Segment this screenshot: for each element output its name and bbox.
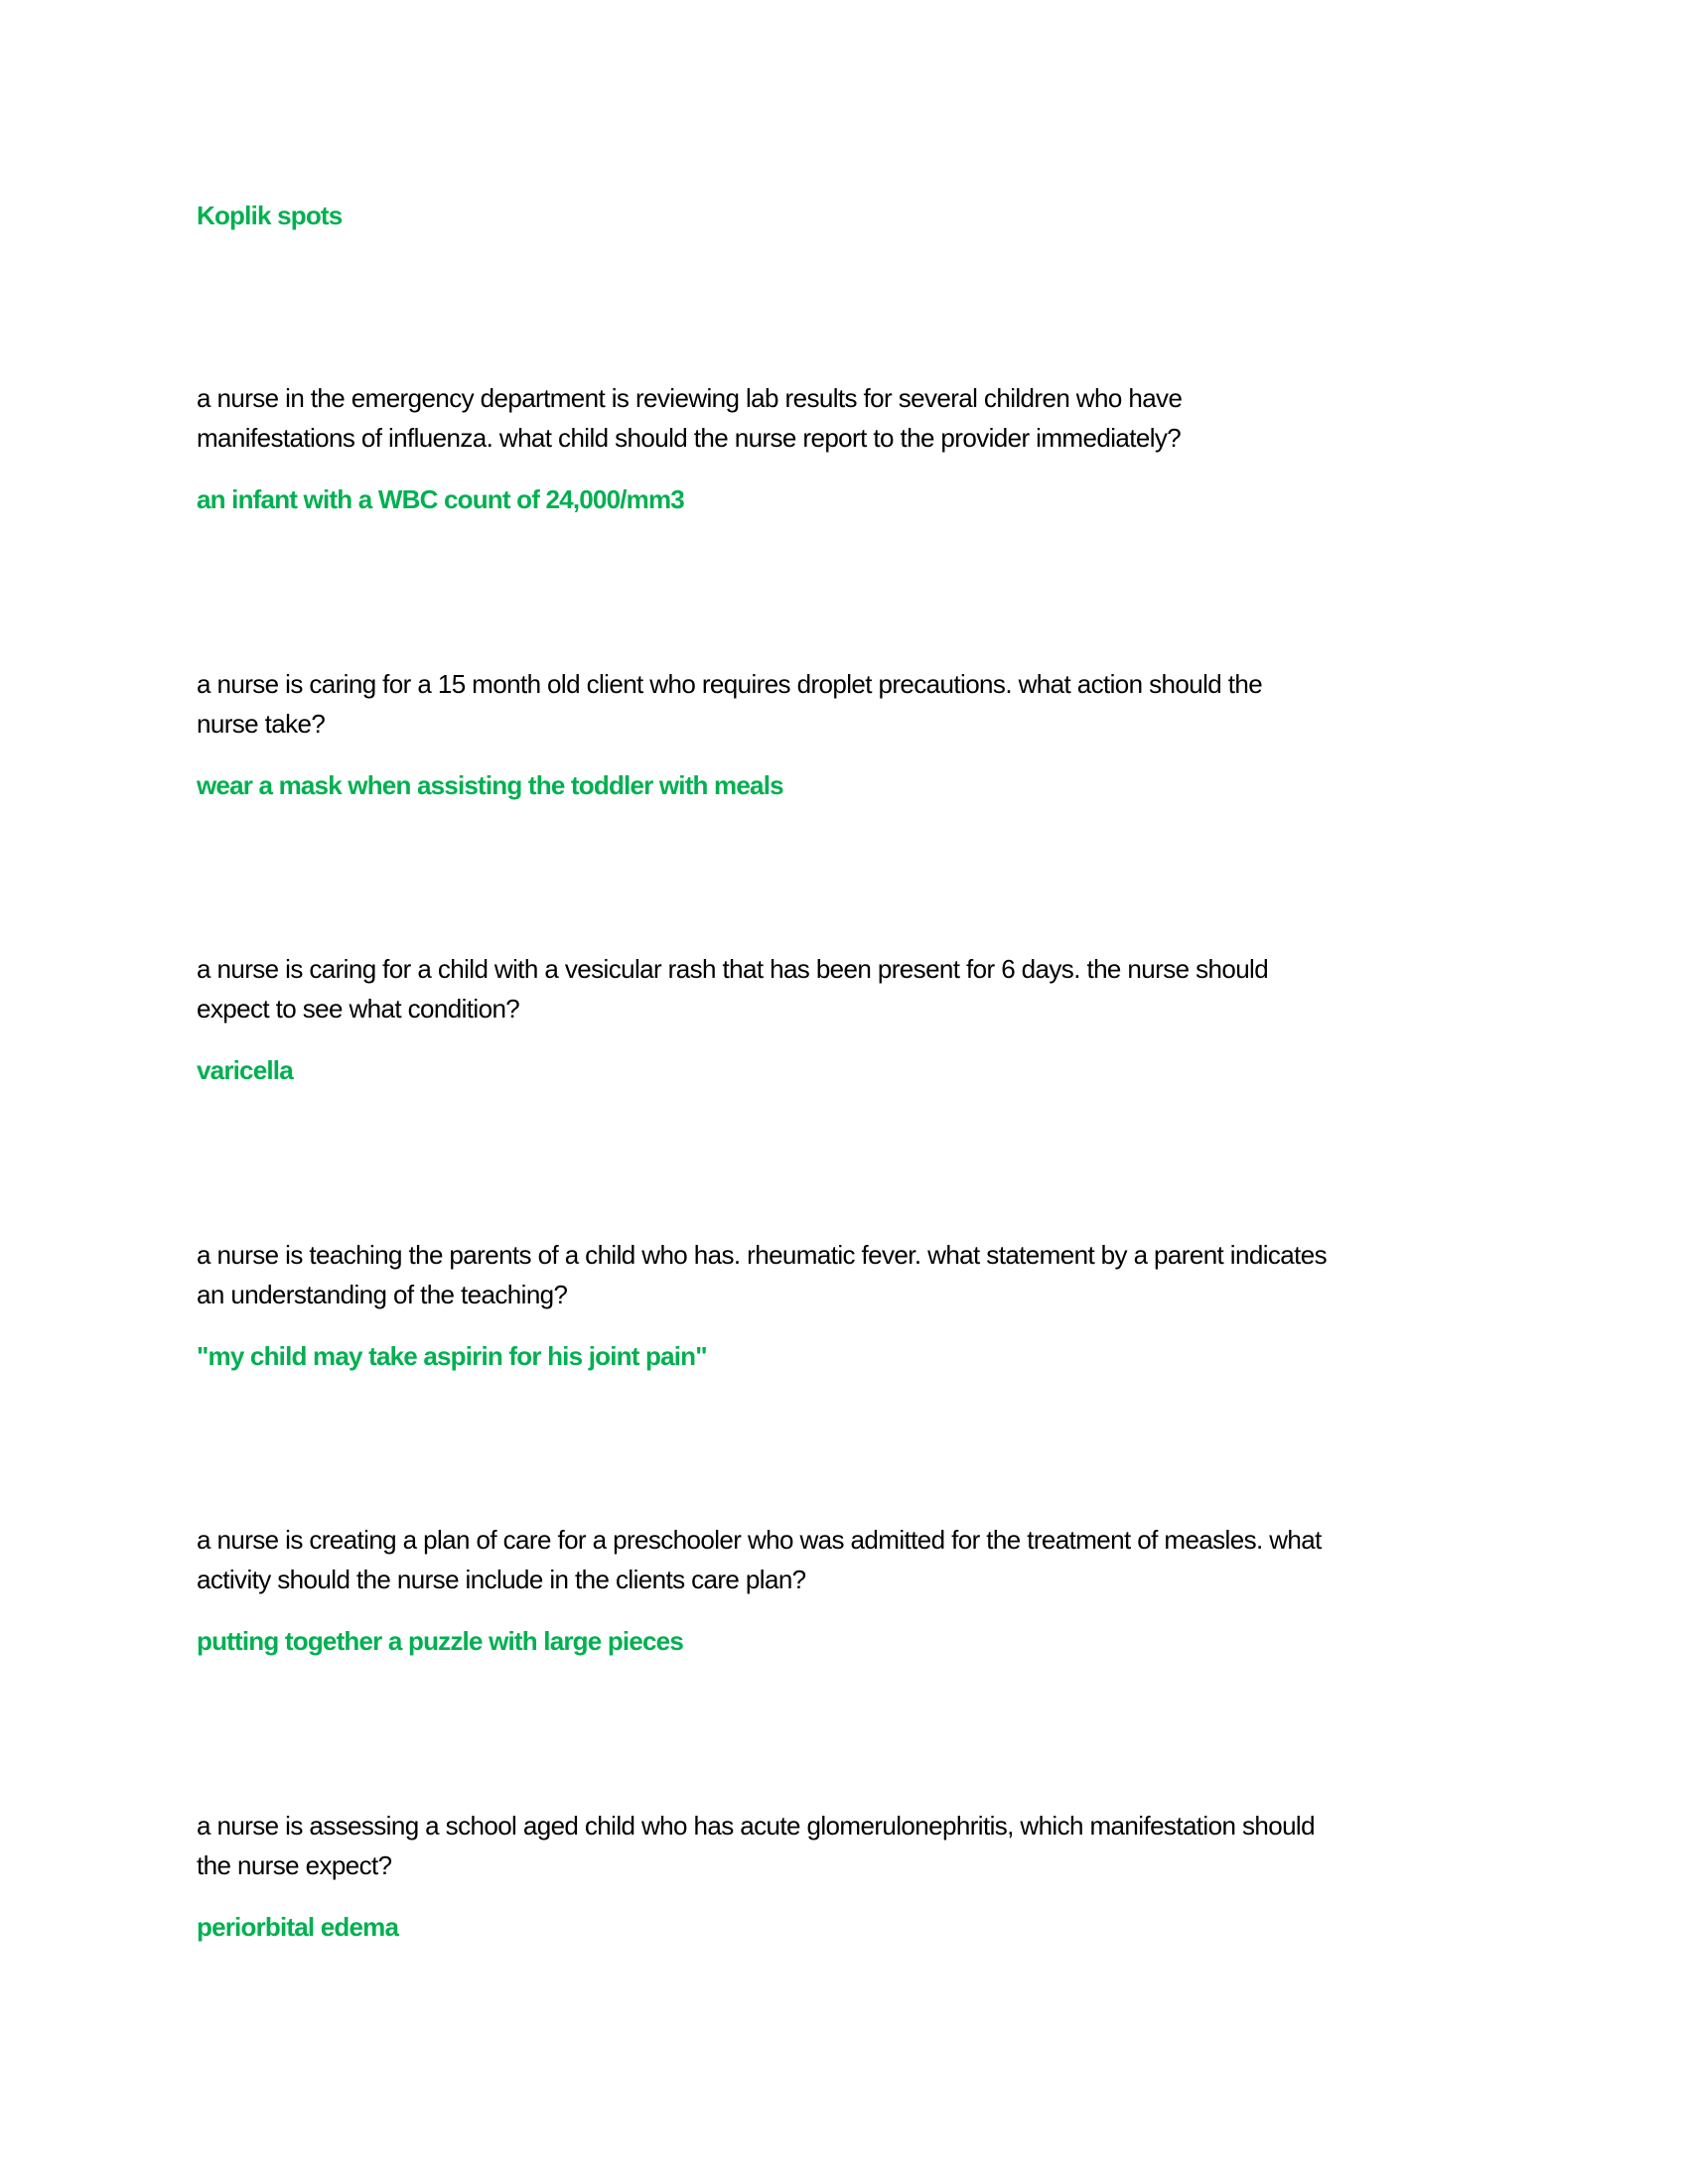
answer-text: an infant with a WBC count of 24,000/mm3 (197, 484, 684, 514)
answer-text: varicella (197, 1055, 293, 1085)
question-text: a nurse is assessing a school aged child who has acute glomerulonephritis, which manifestation should (197, 1810, 1315, 1841)
question-text: a nurse is caring for a 15 month old client who requires droplet precautions. what action should the (197, 668, 1263, 699)
answer-text: Koplik spots (197, 201, 343, 230)
answer-text: putting together a puzzle with large pieces (197, 1626, 683, 1656)
answer-text: wear a mask when assisting the toddler with meals (197, 769, 783, 800)
answer-text: "my child may take aspirin for his joint pain" (197, 1340, 707, 1371)
question-text: activity should the nurse include in the clients care plan? (197, 1565, 806, 1594)
question-text: nurse take? (197, 708, 326, 739)
question-text: a nurse in the emergency department is reviewing lab results for several children who have (197, 383, 1183, 413)
question-text: an understanding of the teaching? (197, 1279, 568, 1309)
question-text: a nurse is teaching the parents of a child who has. rheumatic fever. what statement by a parent indicates (197, 1239, 1328, 1270)
question-text: expect to see what condition? (197, 994, 520, 1024)
answer-text: periorbital edema (197, 1911, 399, 1942)
question-text: manifestations of influenza. what child should the nurse report to the provider immediately? (197, 423, 1182, 453)
question-text: a nurse is caring for a child with a vesicular rash that has been present for 6 days. the nurse should (197, 954, 1269, 984)
question-text: a nurse is creating a plan of care for a preschooler who was admitted for the treatment of measles. what (197, 1525, 1322, 1555)
question-text: the nurse expect? (197, 1849, 392, 1880)
